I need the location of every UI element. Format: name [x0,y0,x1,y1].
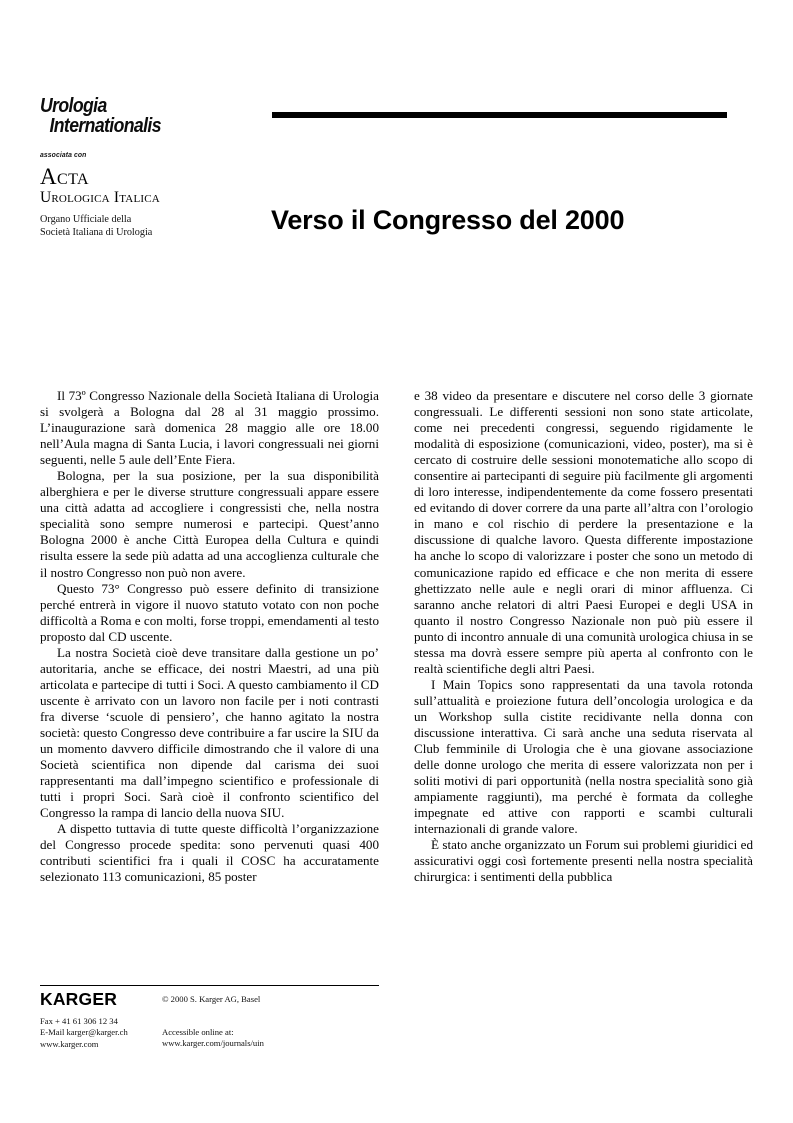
associata-label: associata con [40,150,87,159]
article-title: Verso il Congresso del 2000 [271,205,625,236]
email-address[interactable]: E-Mail karger@karger.ch [40,1027,128,1038]
organo-line2: Società Italiana di Urologia [40,226,153,238]
footer-contact-block [40,1016,379,1056]
title-rule-divider [272,112,727,118]
acta-title: Acta [40,164,89,189]
journal-masthead [40,96,255,239]
left-column [40,388,379,885]
journal-name-line1: Urologia [40,94,107,117]
paragraph: È stato anche organizzato un Forum sui problemi giuridici ed assicurativi oggi così fortemente presenti nella nostra specialità chirurgica: i sentimenti della pubblica [414,837,753,885]
organo-ufficiale [40,214,255,239]
fax-number: Fax + 41 61 306 12 34 [40,1016,118,1027]
karger-logo: KARGER [40,989,118,1010]
online-access-details [162,1027,264,1049]
copyright-notice: © 2000 S. Karger AG, Basel [162,994,261,1005]
page-footer [40,985,379,1056]
article-body [40,388,753,885]
journal-logo [40,96,225,136]
organo-line1: Organo Ufficiale della [40,214,132,225]
right-column [414,388,753,885]
paragraph: Bologna, per la sua posizione, per la sua disponibilità alberghiera e per le diverse strutture congressuali appare essere una città adatta ad accogliere i congressisti che, nella nostra specialità sono sempre numerosi e partecipi. Quest’anno Bologna 2000 è anche Città Europea della Cultura e quindi risulta essere la sede più adatta ad una accoglienza culturale che il nostro Congresso non può non avere. [40,468,379,580]
paragraph: e 38 video da presentare e discutere nel corso delle 3 giornate congressuali. Le differenti sessioni non sono state articolate, come nei precedenti congressi, seguendo rigidamente le modalità di esposizione (comunicazioni, video, poster), ma si è cercato di costruire delle sessioni monotematiche allo scopo di consentire ai partecipanti di seguire più facilmente gli argomenti di loro interesse, indipendentemente da come fossero presentati ed evitando di dover correre da una parte all’altra con l’orologio in mano e col rischio di perdere la presentazione e la discussione di qualche lavoro. Questa differente impostazione ha anche lo scopo di valorizzare i poster che sono un metodo di comunicazione rapido ed efficace e che non merita di essere ghettizzato nelle aule e negli orari di minor affluenza. Ci saranno anche relatori di altri Paesi Europei e degli USA in quanto il nostro Congresso Nazionale non può più essere il punto di incontro annuale di una comunità urologica chiusa in se stessa ma dovrà essere sempre più aperta al confronto con le realtà scientifiche degli altri Paesi. [414,388,753,676]
paragraph: La nostra Società cioè deve transitare dalla gestione un po’ autoritaria, anche se efficace, dei nostri Maestri, ad una più articolata e partecipe di tutti i Soci. A questo cambiamento il CD uscente è arrivato con un lavoro non facile per i noti contrasti fra diverse ‘scuole di pensiero’, che hanno agitato la nostra società: questo Congresso deve contribuire a far uscire la SIU da un momento davvero difficile dimostrando che il valore di una Società scientifica non dipende dal carisma dei suoi rappresentanti ma dall’impegno scientifico e professionale di tutti i propri Soci. Sarà cioè il confronto scientifico del Congresso la rampa di lancio della nuova SIU. [40,644,379,821]
paragraph: Il 73º Congresso Nazionale della Società Italiana di Urologia si svolgerà a Bologna dal 28 al 31 maggio prossimo. L’inaugurazione sarà domenica 28 maggio alle ore 18.00 nell’Aula magna di Santa Lucia, i lavori congressuali nei giorni seguenti, nelle 5 aule dell’Ente Fiera. [40,388,379,468]
website-url[interactable]: www.karger.com [40,1038,99,1049]
footer-publisher-row [40,991,379,1008]
online-access-label: Accessible online at: [162,1027,234,1038]
paragraph: A dispetto tuttavia di tutte queste difficoltà l’organizzazione del Congresso procede spedita: sono pervenuti quasi 400 contributi scientifici fra i quali il COSC ha accuratamente selezionato 113 comunicazioni, 85 poster [40,821,379,885]
footer-rule-divider [40,985,379,986]
online-access-url[interactable]: www.karger.com/journals/uin [162,1038,264,1049]
paragraph: I Main Topics sono rappresentati da una tavola rotonda sull’attualità e proiezione futura dell’oncologia urologica e da un Workshop sulla cistite recidivante nella donna con discussione interattiva. Ci sarà anche una seduta riservata al Club femminile di Urologia che è una giovane associazione delle donne urologo che merita di essere valorizzata non per i soliti motivi di pari opportunità (nella nostra specialità sono già ampiamente raggiunti), ma perché è formata da colleghe impegnate ed attive con rapporti e scambi culturali internazionali di grande valore. [414,676,753,837]
publisher-contact-details [40,1016,128,1050]
paragraph: Questo 73° Congresso può essere definito di transizione perché entrerà in vigore il nuovo statuto votato con non poche difficoltà a Roma e con molti, forse troppi, emendamenti al testo proposto dal CD uscente. [40,580,379,644]
journal-name-line2: Internationalis [49,114,161,137]
acta-subtitle: Urologica Italica [40,189,160,206]
